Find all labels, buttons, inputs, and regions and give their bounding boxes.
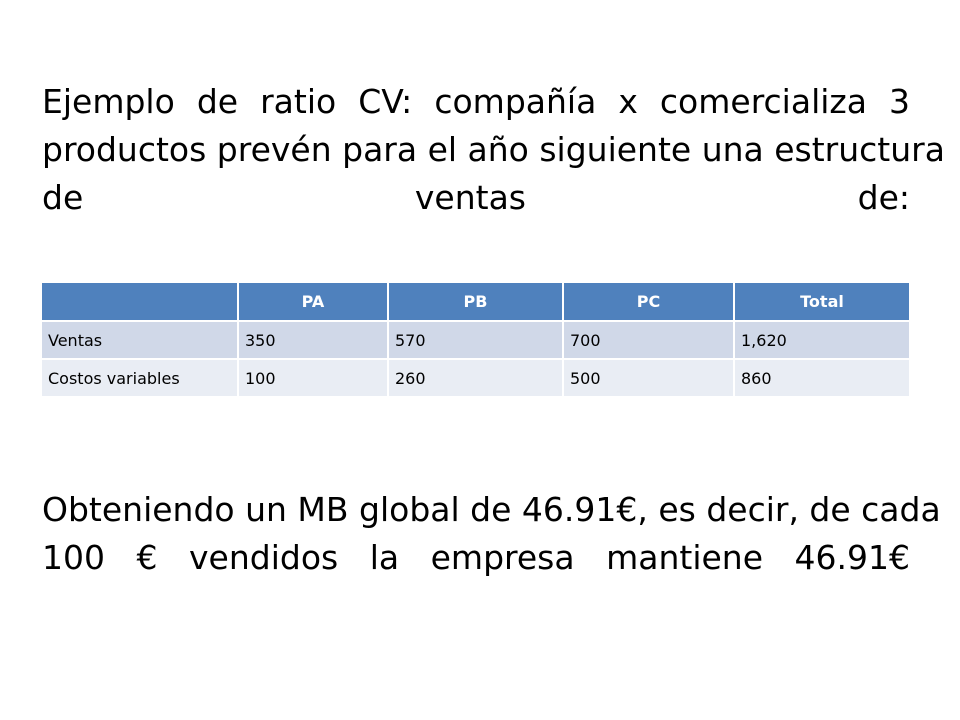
- table-cell: 100: [238, 359, 388, 397]
- conclusion-line-2: 100 € vendidos la empresa mantiene 46.91€: [42, 538, 910, 577]
- header-cell-pc: PC: [563, 283, 734, 321]
- table-cell: 500: [563, 359, 734, 397]
- table-cell: 570: [388, 321, 563, 359]
- header-cell-total: Total: [734, 283, 910, 321]
- intro-line-3: de ventas de:: [42, 178, 910, 217]
- header-cell-label: [42, 283, 238, 321]
- table-cell: 350: [238, 321, 388, 359]
- intro-line-2: productos prevén para el año siguiente una estructura: [42, 130, 945, 169]
- table-cell: 700: [563, 321, 734, 359]
- conclusion-paragraph: [42, 486, 941, 582]
- table-row: [42, 321, 910, 359]
- header-cell-pa: PA: [238, 283, 388, 321]
- intro-paragraph: [42, 78, 945, 222]
- sales-table: [42, 283, 911, 398]
- row-label: Costos variables: [42, 359, 238, 397]
- table-row: [42, 359, 910, 397]
- table-header-row: [42, 283, 910, 321]
- intro-line-1: Ejemplo de ratio CV: compañía x comercializa 3: [42, 82, 910, 121]
- table-cell: 1,620: [734, 321, 910, 359]
- table-cell: 260: [388, 359, 563, 397]
- table-cell: 860: [734, 359, 910, 397]
- conclusion-line-1: Obteniendo un MB global de 46.91€, es decir, de cada: [42, 490, 941, 529]
- row-label: Ventas: [42, 321, 238, 359]
- header-cell-pb: PB: [388, 283, 563, 321]
